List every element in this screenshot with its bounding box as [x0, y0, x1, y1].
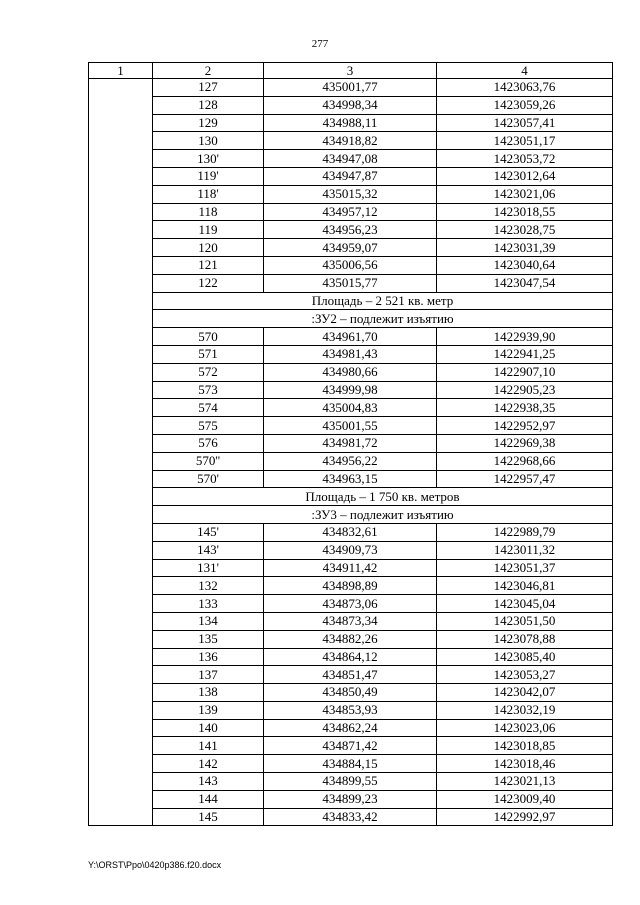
x-coordinate-cell: 434833,42	[264, 808, 437, 826]
point-number-cell: 134	[153, 612, 264, 630]
y-coordinate-cell: 1423046,81	[437, 577, 613, 595]
point-number-cell: 570''	[153, 452, 264, 470]
table-row	[89, 185, 613, 203]
y-coordinate-cell: 1423047,54	[437, 274, 613, 292]
x-coordinate-cell: 434909,73	[264, 541, 437, 559]
point-number-cell: 128	[153, 96, 264, 114]
y-coordinate-cell: 1423057,41	[437, 114, 613, 132]
y-coordinate-cell: 1422939,90	[437, 328, 613, 346]
point-number-cell: 119'	[153, 167, 264, 185]
x-coordinate-cell: 434988,11	[264, 114, 437, 132]
x-coordinate-cell: 434871,42	[264, 737, 437, 755]
x-coordinate-cell: 434961,70	[264, 328, 437, 346]
table-row	[89, 559, 613, 577]
table-row	[89, 612, 613, 630]
section-label: Площадь – 2 521 кв. метр	[153, 292, 613, 310]
point-number-cell: 143'	[153, 541, 264, 559]
y-coordinate-cell: 1423063,76	[437, 79, 613, 97]
x-coordinate-cell: 434947,08	[264, 150, 437, 168]
section-row	[89, 506, 613, 524]
y-coordinate-cell: 1423032,19	[437, 701, 613, 719]
x-coordinate-cell: 434957,12	[264, 203, 437, 221]
table-row	[89, 523, 613, 541]
page-number: 277	[311, 38, 329, 50]
point-number-cell: 121	[153, 256, 264, 274]
table-row	[89, 417, 613, 435]
table-body	[89, 79, 613, 826]
y-coordinate-cell: 1422907,10	[437, 363, 613, 381]
x-coordinate-cell: 434963,15	[264, 470, 437, 488]
coordinates-table	[88, 62, 613, 826]
table-row	[89, 150, 613, 168]
point-number-cell: 139	[153, 701, 264, 719]
x-coordinate-cell: 434851,47	[264, 666, 437, 684]
column-header-3: 3	[264, 63, 437, 79]
point-number-cell: 137	[153, 666, 264, 684]
x-coordinate-cell: 434981,43	[264, 345, 437, 363]
table-row	[89, 167, 613, 185]
section-row	[89, 292, 613, 310]
x-coordinate-cell: 434899,55	[264, 773, 437, 791]
table-row	[89, 648, 613, 666]
x-coordinate-cell: 434899,23	[264, 790, 437, 808]
point-number-cell: 141	[153, 737, 264, 755]
y-coordinate-cell: 1423021,13	[437, 773, 613, 791]
point-number-cell: 122	[153, 274, 264, 292]
column-header-4: 4	[437, 63, 613, 79]
point-number-cell: 130	[153, 132, 264, 150]
y-coordinate-cell: 1422905,23	[437, 381, 613, 399]
point-number-cell: 118	[153, 203, 264, 221]
point-number-cell: 132	[153, 577, 264, 595]
x-coordinate-cell: 435015,77	[264, 274, 437, 292]
point-number-cell: 574	[153, 399, 264, 417]
section-label: :ЗУ3 – подлежит изъятию	[153, 506, 613, 524]
point-number-cell: 129	[153, 114, 264, 132]
table-header-row	[89, 63, 613, 79]
x-coordinate-cell: 435001,77	[264, 79, 437, 97]
point-number-cell: 571	[153, 345, 264, 363]
table-row	[89, 363, 613, 381]
section-row	[89, 488, 613, 506]
y-coordinate-cell: 1423023,06	[437, 719, 613, 737]
y-coordinate-cell: 1423040,64	[437, 256, 613, 274]
table-row	[89, 381, 613, 399]
point-number-cell: 119	[153, 221, 264, 239]
x-coordinate-cell: 434998,34	[264, 96, 437, 114]
y-coordinate-cell: 1423018,46	[437, 755, 613, 773]
point-number-cell: 570	[153, 328, 264, 346]
y-coordinate-cell: 1423053,72	[437, 150, 613, 168]
table-row	[89, 470, 613, 488]
y-coordinate-cell: 1423042,07	[437, 684, 613, 702]
x-coordinate-cell: 434862,24	[264, 719, 437, 737]
x-coordinate-cell: 435006,56	[264, 256, 437, 274]
x-coordinate-cell: 434980,66	[264, 363, 437, 381]
table-row	[89, 577, 613, 595]
y-coordinate-cell: 1423045,04	[437, 595, 613, 613]
column-1-merged-cell	[89, 79, 153, 826]
table-row	[89, 755, 613, 773]
table-row	[89, 541, 613, 559]
x-coordinate-cell: 435004,83	[264, 399, 437, 417]
column-header-1: 1	[89, 63, 153, 79]
y-coordinate-cell: 1423009,40	[437, 790, 613, 808]
table-row	[89, 719, 613, 737]
table-row	[89, 399, 613, 417]
y-coordinate-cell: 1422989,79	[437, 523, 613, 541]
table-row	[89, 328, 613, 346]
x-coordinate-cell: 434959,07	[264, 239, 437, 257]
y-coordinate-cell: 1423021,06	[437, 185, 613, 203]
table-row	[89, 434, 613, 452]
y-coordinate-cell: 1423051,50	[437, 612, 613, 630]
point-number-cell: 136	[153, 648, 264, 666]
table-row	[89, 203, 613, 221]
point-number-cell: 140	[153, 719, 264, 737]
point-number-cell: 118'	[153, 185, 264, 203]
point-number-cell: 131'	[153, 559, 264, 577]
table-row	[89, 256, 613, 274]
y-coordinate-cell: 1423012,64	[437, 167, 613, 185]
table-row	[89, 666, 613, 684]
x-coordinate-cell: 434850,49	[264, 684, 437, 702]
y-coordinate-cell: 1422957,47	[437, 470, 613, 488]
table-row	[89, 452, 613, 470]
y-coordinate-cell: 1422941,25	[437, 345, 613, 363]
y-coordinate-cell: 1422952,97	[437, 417, 613, 435]
y-coordinate-cell: 1423011,32	[437, 541, 613, 559]
table-row	[89, 132, 613, 150]
y-coordinate-cell: 1423018,85	[437, 737, 613, 755]
x-coordinate-cell: 434873,34	[264, 612, 437, 630]
x-coordinate-cell: 434981,72	[264, 434, 437, 452]
x-coordinate-cell: 434956,23	[264, 221, 437, 239]
y-coordinate-cell: 1422992,97	[437, 808, 613, 826]
table-row	[89, 79, 613, 97]
point-number-cell: 127	[153, 79, 264, 97]
y-coordinate-cell: 1423078,88	[437, 630, 613, 648]
table-row	[89, 96, 613, 114]
x-coordinate-cell: 434999,98	[264, 381, 437, 399]
table-row	[89, 274, 613, 292]
x-coordinate-cell: 434884,15	[264, 755, 437, 773]
y-coordinate-cell: 1422938,35	[437, 399, 613, 417]
table-row	[89, 737, 613, 755]
section-label: Площадь – 1 750 кв. метров	[153, 488, 613, 506]
x-coordinate-cell: 435001,55	[264, 417, 437, 435]
point-number-cell: 573	[153, 381, 264, 399]
y-coordinate-cell: 1423051,17	[437, 132, 613, 150]
table-row	[89, 630, 613, 648]
table-row	[89, 808, 613, 826]
point-number-cell: 130'	[153, 150, 264, 168]
y-coordinate-cell: 1423031,39	[437, 239, 613, 257]
section-row	[89, 310, 613, 328]
point-number-cell: 576	[153, 434, 264, 452]
y-coordinate-cell: 1423059,26	[437, 96, 613, 114]
point-number-cell: 575	[153, 417, 264, 435]
point-number-cell: 572	[153, 363, 264, 381]
y-coordinate-cell: 1423085,40	[437, 648, 613, 666]
x-coordinate-cell: 435015,32	[264, 185, 437, 203]
x-coordinate-cell: 434873,06	[264, 595, 437, 613]
y-coordinate-cell: 1423018,55	[437, 203, 613, 221]
column-header-2: 2	[153, 63, 264, 79]
point-number-cell: 135	[153, 630, 264, 648]
file-path-footer: Y:\ORST\Ppo\0420p386.f20.docx	[88, 860, 222, 870]
x-coordinate-cell: 434911,42	[264, 559, 437, 577]
x-coordinate-cell: 434898,89	[264, 577, 437, 595]
point-number-cell: 144	[153, 790, 264, 808]
point-number-cell: 133	[153, 595, 264, 613]
x-coordinate-cell: 434956,22	[264, 452, 437, 470]
x-coordinate-cell: 434832,61	[264, 523, 437, 541]
table-row	[89, 701, 613, 719]
table-row	[89, 790, 613, 808]
table-row	[89, 114, 613, 132]
table-row	[89, 221, 613, 239]
x-coordinate-cell: 434947,87	[264, 167, 437, 185]
table-row	[89, 345, 613, 363]
table-row	[89, 773, 613, 791]
point-number-cell: 120	[153, 239, 264, 257]
point-number-cell: 142	[153, 755, 264, 773]
x-coordinate-cell: 434882,26	[264, 630, 437, 648]
y-coordinate-cell: 1423053,27	[437, 666, 613, 684]
y-coordinate-cell: 1423051,37	[437, 559, 613, 577]
y-coordinate-cell: 1423028,75	[437, 221, 613, 239]
point-number-cell: 145	[153, 808, 264, 826]
table-row	[89, 239, 613, 257]
point-number-cell: 570'	[153, 470, 264, 488]
table-row	[89, 595, 613, 613]
x-coordinate-cell: 434918,82	[264, 132, 437, 150]
point-number-cell: 138	[153, 684, 264, 702]
point-number-cell: 143	[153, 773, 264, 791]
x-coordinate-cell: 434864,12	[264, 648, 437, 666]
section-label: :ЗУ2 – подлежит изъятию	[153, 310, 613, 328]
point-number-cell: 145'	[153, 523, 264, 541]
x-coordinate-cell: 434853,93	[264, 701, 437, 719]
y-coordinate-cell: 1422969,38	[437, 434, 613, 452]
y-coordinate-cell: 1422968,66	[437, 452, 613, 470]
table-row	[89, 684, 613, 702]
